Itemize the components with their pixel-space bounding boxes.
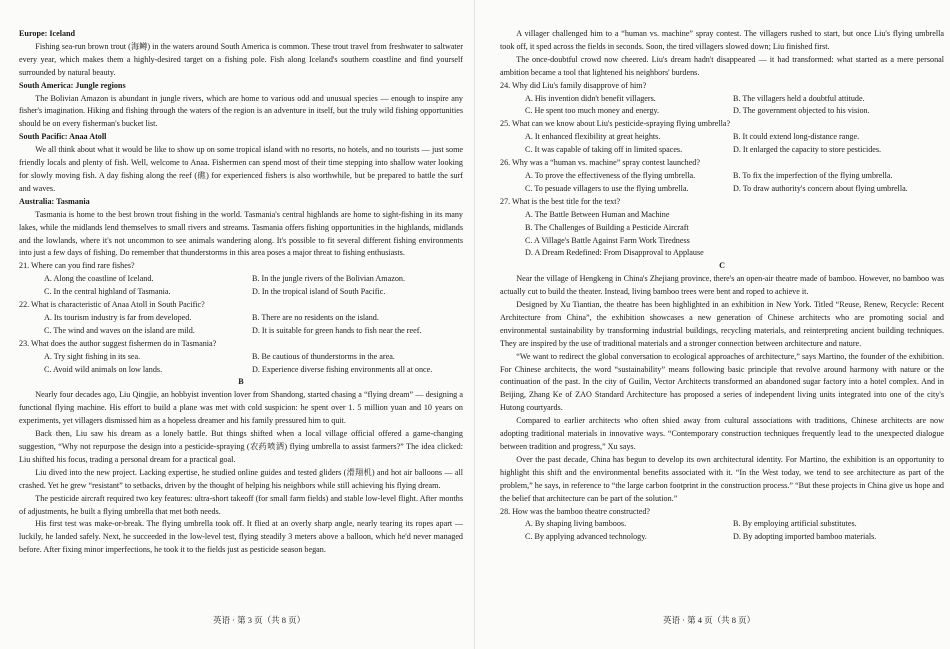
paragraph: The pesticide aircraft required two key features: ultra-short takeoff (for small farm fields) and stable low-level flight. After months of adjustments, he built a flying umbrella that met both needs. <box>19 493 463 516</box>
question-stem: 23. What does the author suggest fishermen do in Tasmania? <box>19 338 217 348</box>
section-heading: Europe: Iceland <box>19 29 76 38</box>
answer-option: C. The wind and waves on the island are mild. <box>44 325 195 335</box>
answer-options <box>500 93 944 119</box>
answer-option: B. The Challenges of Building a Pesticide Aircraft <box>525 222 689 232</box>
answer-option: A. Along the coastline of Iceland. <box>44 274 154 284</box>
answer-option: D. By adopting imported bamboo materials. <box>733 532 877 542</box>
paragraph: We all think about what it would be like to show up on some tropical island with no resorts, no hotels, and no tourists — just some friendly locals and plenty of fish. Well, welcome to Anaa. Fishermen can spend most of their time stepping into shallow water looking for slowly moving fish. A day fishing along the reef (礁) for experienced fishers is also worthwhile, but be prepared to battle the surf and waves. <box>19 145 463 193</box>
answer-option: A. It enhanced flexibility at great heights. <box>525 132 661 142</box>
answer-option: B. In the jungle rivers of the Bolivian Amazon. <box>252 274 405 284</box>
answer-options <box>500 209 944 261</box>
question-stem: 22. What is characteristic of Anaa Atoll in South Pacific? <box>19 300 205 310</box>
page-3-column <box>19 28 463 557</box>
paragraph: Designed by Xu Tiantian, the theatre has been highlighted in an exhibition in New York. Titled “Reuse, Renew, Recycle: Recent Architecture from China”, the exhibition showcases a new generation of Chinese architects who are promoting social and environmental sustainability by transforming industrial buildings, recycling materials, and reinterpreting ancient building techniques. They are inspired by the use of traditional materials and a stronger connection between architecture and nature. <box>500 300 944 348</box>
answer-option: C. To pesuade villagers to use the flying umbrella. <box>525 183 689 193</box>
paragraph: Nearly four decades ago, Liu Qingjie, an hobbyist invention lover from Shandong, started chasing a “flying dream” — designing a functional flying machine. His effort to build a plane was met with cold suspicion: he spent over 1. 5 million yuan and 10 years on experiments, yet villagers dismissed him as a hopeless dreamer and his family pressured him to quit. <box>19 390 463 426</box>
answer-option: D. Experience diverse fishing environments all at once. <box>252 364 433 374</box>
paragraph: Tasmania is home to the best brown trout fishing in the world. Tasmania's central highlands are home to sight-fishing in its many lakes, while the midlands lend themselves to small rivers and streams. Tasmania offers fishing opportunities in the highlands, midlands and the lowlands, where it's not uncommon to see animals wandering along. It's possible to fit several different fishing environments into just a few days of fishing. Do remember that thunderstorms in this area poses a major threat to fishing enthusiasts. <box>19 209 463 258</box>
answer-option: D. A Dream Redefined: From Disapproval to Applause <box>525 248 704 258</box>
answer-option: C. In the central highland of Tasmania. <box>44 287 171 297</box>
page-4-footer: 英语 · 第 4 页（共 8 页） <box>663 615 756 625</box>
answer-option: B. Be cautious of thunderstorms in the area. <box>252 351 395 361</box>
answer-option: D. To draw authority's concern about flying umbrella. <box>733 183 908 193</box>
question-stem: 21. Where can you find rare fishes? <box>19 261 135 271</box>
answer-option: B. By employing artificial substitutes. <box>733 519 857 529</box>
answer-option: B. There are no residents on the island. <box>252 312 379 322</box>
page-3-footer: 英语 · 第 3 页（共 8 页） <box>213 615 306 625</box>
question-stem: 27. What is the best title for the text? <box>500 196 621 206</box>
passage-letter: C <box>719 261 725 271</box>
page-fold <box>474 0 475 649</box>
question-stem: 25. What can we know about Liu's pesticide-spraying flying umbrella? <box>500 119 731 129</box>
answer-option: C. It was capable of taking off in limited spaces. <box>525 145 683 155</box>
answer-options <box>19 312 463 338</box>
answer-option: D. The government objected to his vision. <box>733 106 870 116</box>
answer-option: A. His invention didn't benefit villagers. <box>525 93 656 103</box>
paragraph: Liu dived into the new project. Lacking expertise, he studied online guides and tested gliders (滑翔机) and hot air balloons — all crashed. Yet he grew “resistant” to setbacks, driven by the thought of helping his neighbors while still achieving his flying dream. <box>19 467 463 490</box>
paragraph: Fishing sea-run brown trout (海鳟) in the waters around South America is common. These trout travel from freshwater to saltwater every year, which makes them a highly-desired target on a fishing pole. Fish along Iceland's southern coastline and find yourself surrounded by natural beauty. <box>19 41 463 77</box>
paragraph: A villager challenged him to a “human vs. machine” spray contest. The villagers rushed to start, but once Liu's flying umbrella took off, it sped across the fields in seconds. Soon, the tired villagers slowed down; Liu finished first. <box>500 29 944 51</box>
answer-options <box>19 351 463 377</box>
answer-option: A. The Battle Between Human and Machine <box>525 209 670 219</box>
paragraph: “We want to redirect the global conversation to ecological approaches of architecture,” says Martino, the founder of the exhibition. For Chinese architects, the word “sustainability” means following basic principle that revolve around harmony with nature or the continuation of the past. In the city of Guilin, Vector Architects transformed an abandoned sugar factory into a hotel complex. And in Beijing, Zhang Ke of ZAO Standard Architecture has proposed a series of independent living units integrated into one of the city's Hutong courtyards. <box>500 351 944 413</box>
answer-option: B. To fix the imperfection of the flying umbrella. <box>733 170 893 180</box>
paragraph: The once-doubtful crowd now cheered. Liu's dream hadn't disappeared — it had transformed: what started as a mere personal ambition became a tool that lightened his neighbors' burdens. <box>500 54 944 77</box>
paragraph: The Bolivian Amazon is abundant in jungle rivers, which are home to various odd and unusual species — enough to inspire any fisher's imagination. Hiking and fishing through the waters of the region is an adventure in itself, but the truly wild fishing opportunities should be on every fisherman's bucket list. <box>19 93 463 129</box>
passage-letter: B <box>238 377 244 387</box>
answer-option: D. In the tropical island of South Pacific. <box>252 287 386 297</box>
question-stem: 26. Why was a “human vs. machine” spray contest launched? <box>500 158 700 168</box>
answer-options <box>500 170 944 196</box>
paragraph: Compared to earlier architects who often shied away from cultural associations with traditions, Chinese architects are now adopting traditional materials in innovative ways. “Contemporary construction techniques frequently lead to the unexpected dialogue between tradition and progress,” Xu says. <box>500 416 944 451</box>
question-stem: 24. Why did Liu's family disapprove of him? <box>500 80 647 90</box>
page-4-column <box>500 28 944 544</box>
answer-option: A. Try sight fishing in its sea. <box>44 351 141 361</box>
answer-option: C. Avoid wild animals on low lands. <box>44 364 163 374</box>
section-heading: South Pacific: Anaa Atoll <box>19 132 107 142</box>
answer-option: D. It enlarged the capacity to store pesticides. <box>733 145 882 155</box>
answer-option: C. He spent too much money and energy. <box>525 106 660 116</box>
answer-options <box>19 273 463 299</box>
answer-option: A. To prove the effectiveness of the flying umbrella. <box>525 170 696 180</box>
answer-option: A. Its tourism industry is far from developed. <box>44 312 192 322</box>
paragraph: His first test was make-or-break. The flying umbrella took off. It flied at an overly sharp angle, nearly tearing its ropes apart — luckily, he landed safely. Next, he succeeded in the low-level test, flying steadily 3 meters above a balloon, which he'd never managed before. After fixing minor imperfections, he took it to the fields just as pesticide season began. <box>19 519 463 555</box>
answer-option: D. It is suitable for green hands to fish near the reef. <box>252 325 422 335</box>
section-heading: Australia: Tasmania <box>19 196 90 206</box>
answer-option: B. It could extend long-distance range. <box>733 132 860 142</box>
answer-option: C. A Village's Battle Against Farm Work Tiredness <box>525 235 690 245</box>
answer-options <box>500 131 944 157</box>
answer-options <box>500 518 944 544</box>
question-stem: 28. How was the bamboo theatre constructed? <box>500 506 651 516</box>
answer-option: B. The villagers held a doubtful attitude. <box>733 93 865 103</box>
section-heading: South America: Jungle regions <box>19 80 126 90</box>
paragraph: Over the past decade, China has begun to develop its own architectural identity. For Martino, the exhibition is an opportunity to highlight this shift and the environmental benefits associated with it. “In the West today, we tend to see architecture as part of the problem,” he says, in reference to “the large carbon footprint in the construction process.” “But these projects in China give us hope and the belief that architecture can be part of the solution.” <box>500 454 944 503</box>
paragraph: Back then, Liu saw his dream as a lonely battle. But things shifted when a local village official offered a game-changing suggestion, “Why not repurpose the design into a pesticide-spraying (农药喷洒) flying umbrella to assist farmers?” The idea clicked: Liu shifted his focus, trading a personal dream for a practical goal. <box>19 429 463 464</box>
paragraph: Near the village of Hengkeng in China's Zhejiang province, there's an open-air theatre made of bamboo. However, no bamboo was actually cut to build the theater. Instead, living bamboo trees were bent and roped to achieve it. <box>500 274 944 297</box>
answer-option: A. By shaping living bamboos. <box>525 519 627 529</box>
answer-option: C. By applying advanced technology. <box>525 532 647 542</box>
